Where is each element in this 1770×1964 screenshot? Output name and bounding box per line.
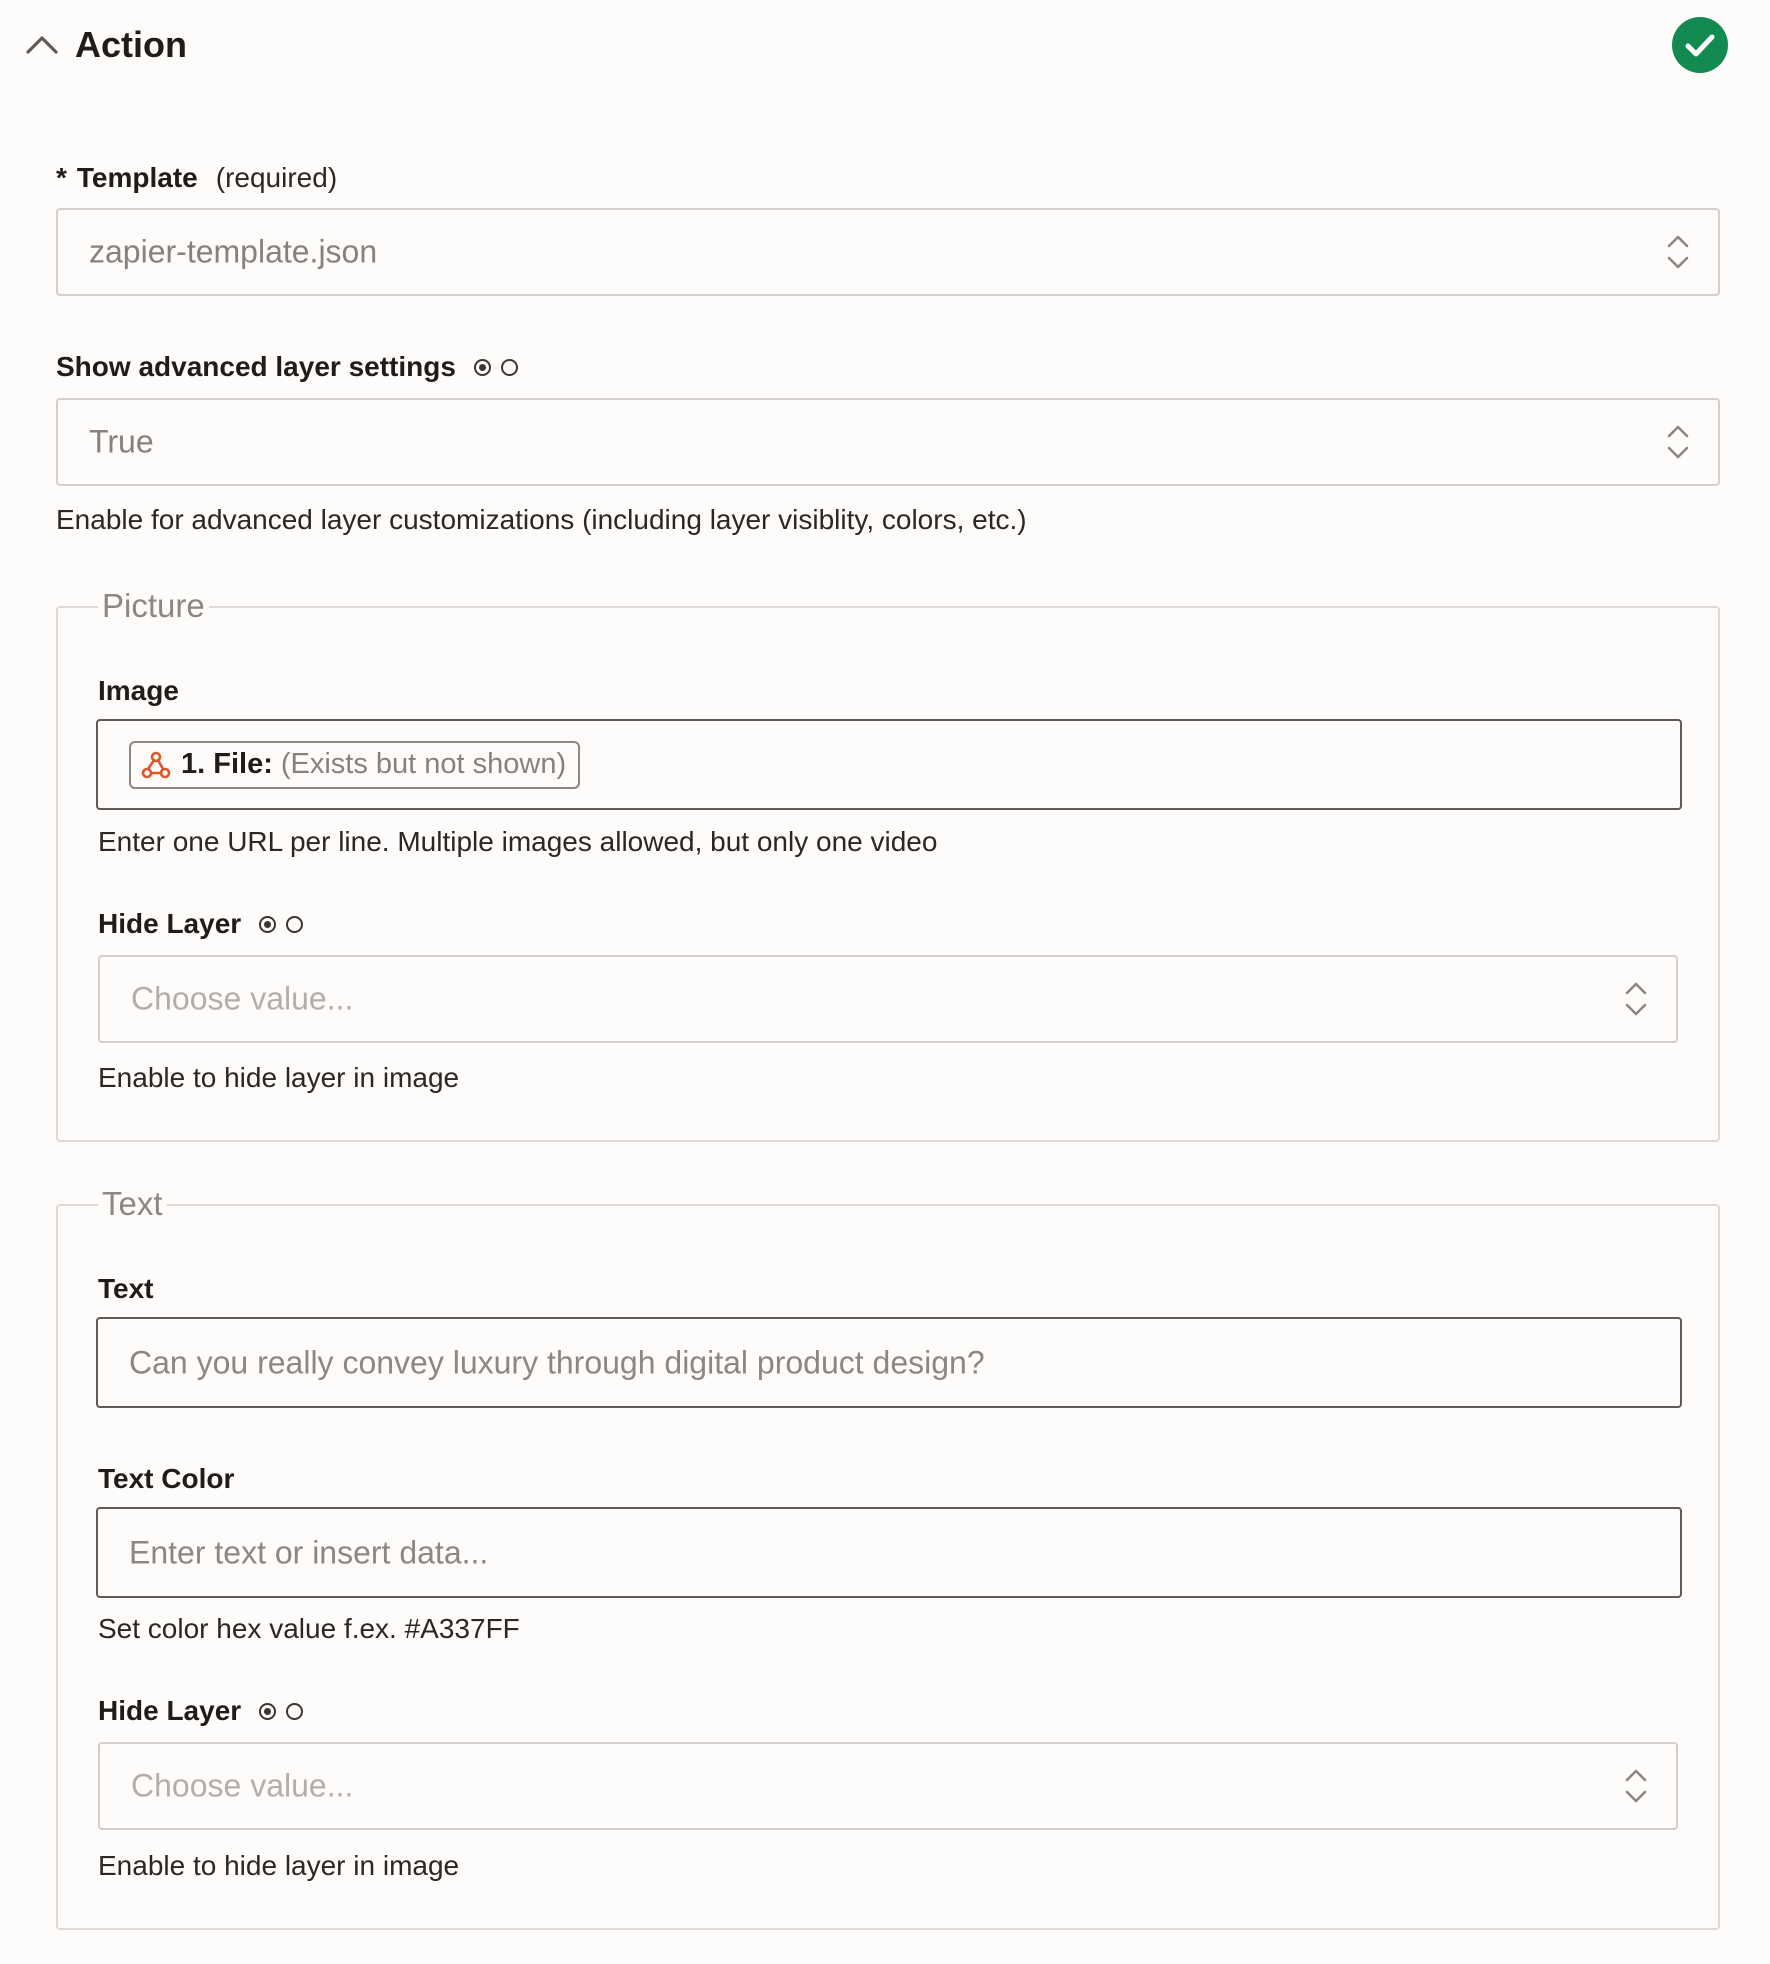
pill-value: (Exists but not shown) — [280, 748, 567, 780]
picture-hide-layer-select[interactable] — [98, 955, 1678, 1043]
required-note: (required) — [215, 162, 338, 193]
text-input-value: Can you really convey luxury through digital product design? — [129, 1344, 985, 1380]
text-hide-layer-select[interactable] — [98, 1742, 1678, 1830]
template-select[interactable] — [56, 208, 1720, 296]
text-hide-layer-label-text: Hide Layer — [98, 1695, 242, 1726]
advanced-settings-value: True — [89, 423, 154, 460]
pill-key: 1. File: — [181, 748, 273, 780]
radio-toggle[interactable] — [259, 1692, 313, 1728]
radio-toggle[interactable] — [259, 905, 313, 941]
advanced-settings-label — [56, 349, 528, 387]
picture-hide-layer-label — [98, 906, 313, 944]
chevron-updown-icon — [1624, 979, 1648, 1019]
radio-off-icon[interactable] — [286, 1703, 303, 1720]
image-label: Image — [98, 675, 179, 706]
radio-on-icon[interactable] — [259, 1703, 276, 1720]
chevron-updown-icon — [1666, 422, 1690, 462]
text-color-label: Text Color — [98, 1463, 235, 1494]
template-select-value: zapier-template.json — [89, 233, 378, 270]
advanced-settings-label-text: Show advanced layer settings — [56, 351, 456, 382]
picture-hide-layer-label-text: Hide Layer — [98, 908, 242, 939]
text-color-placeholder: Enter text or insert data... — [129, 1534, 489, 1570]
text-legend: Text — [98, 1184, 167, 1224]
radio-off-icon[interactable] — [286, 916, 303, 933]
template-label-text: Template — [76, 162, 198, 193]
text-label: Text — [98, 1273, 154, 1304]
section-title: Action — [75, 24, 187, 65]
status-check-icon — [1672, 17, 1728, 73]
text-color-input[interactable] — [96, 1507, 1682, 1598]
text-hide-layer-help: Enable to hide layer in image — [98, 1850, 460, 1881]
chevron-up-icon[interactable] — [24, 28, 60, 64]
radio-on-icon[interactable] — [474, 359, 491, 376]
file-data-pill[interactable] — [129, 741, 580, 789]
chevron-updown-icon — [1624, 1766, 1648, 1806]
radio-toggle[interactable] — [474, 348, 528, 384]
radio-off-icon[interactable] — [501, 359, 518, 376]
advanced-settings-help: Enable for advanced layer customizations (including layer visiblity, colors, etc.) — [56, 504, 1027, 535]
required-mark: * — [56, 162, 67, 193]
picture-hide-layer-placeholder: Choose value... — [131, 980, 354, 1017]
text-input[interactable] — [96, 1317, 1682, 1408]
chevron-updown-icon — [1666, 232, 1690, 272]
action-section-header[interactable] — [0, 0, 1770, 90]
radio-on-icon[interactable] — [259, 916, 276, 933]
image-help: Enter one URL per line. Multiple images allowed, but only one video — [98, 826, 938, 857]
webhook-icon — [139, 748, 173, 782]
picture-legend: Picture — [98, 586, 209, 626]
text-color-help: Set color hex value f.ex. #A337FF — [98, 1613, 520, 1644]
advanced-settings-select[interactable] — [56, 398, 1720, 486]
image-input[interactable] — [96, 719, 1682, 810]
text-hide-layer-placeholder: Choose value... — [131, 1767, 354, 1804]
text-hide-layer-label — [98, 1693, 313, 1731]
picture-hide-layer-help: Enable to hide layer in image — [98, 1062, 460, 1093]
template-label — [56, 160, 337, 196]
